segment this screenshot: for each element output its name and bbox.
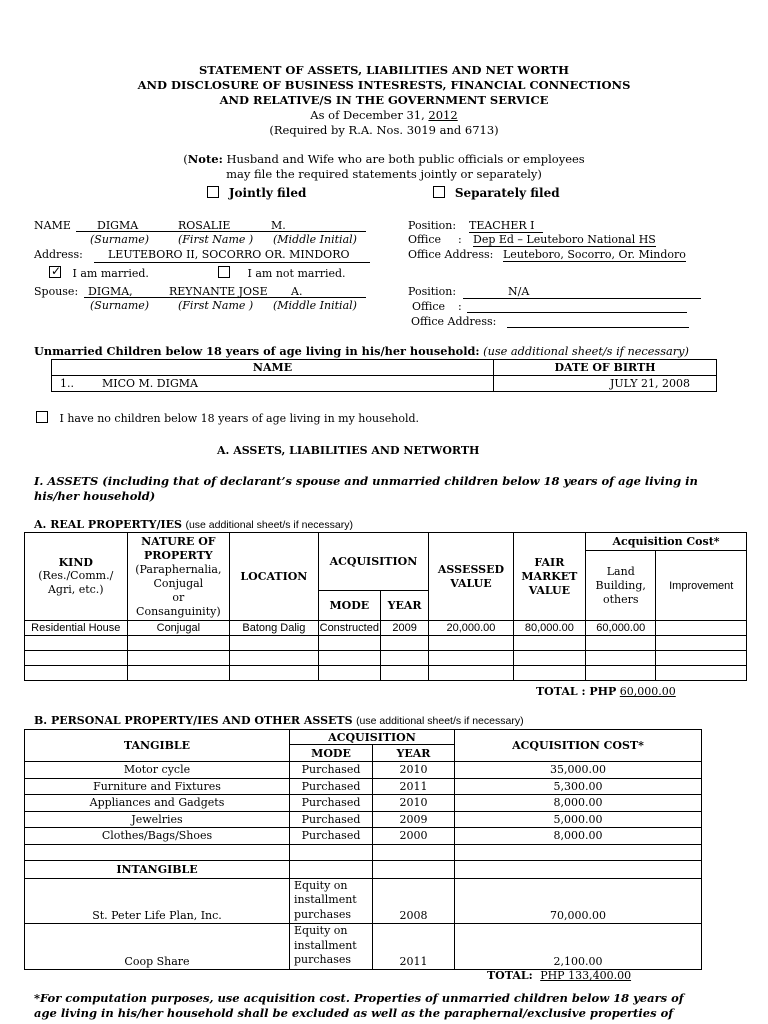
children-table <box>51 359 717 392</box>
declarant-first-name[interactable]: ROSALIE <box>178 219 231 232</box>
rp-land: 60,000.00 <box>586 621 656 636</box>
col-nature-sub2: or <box>172 590 185 604</box>
pp-item: Clothes/Bags/Shoes <box>25 828 290 845</box>
child-name-cell <box>52 376 494 392</box>
form-title-line3: AND RELATIVE/S IN THE GOVERNMENT SERVICE <box>219 93 549 107</box>
personal-property-title: B. PERSONAL PROPERTY/IES AND OTHER ASSETS <box>34 714 353 727</box>
pp-col-cost: ACQUISITION COST* <box>455 730 702 762</box>
table-row <box>25 621 747 636</box>
spouse-office-address-field[interactable] <box>507 315 689 328</box>
pp-col-acquisition: ACQUISITION <box>290 730 455 745</box>
col-assessed: ASSESSED VALUE <box>429 533 513 621</box>
children-note: (use additional sheet/s if necessary) <box>483 345 689 358</box>
section-a-title: A. ASSETS, LIABILITIES AND NETWORTH <box>217 444 480 457</box>
pp-item: Furniture and Fixtures <box>25 778 290 795</box>
first-name-caption: (First Name ) <box>178 233 254 246</box>
col-kind-label: KIND <box>58 556 93 569</box>
spouse-first-name-caption: (First Name ) <box>178 299 254 312</box>
pp-cost: 35,000.00 <box>455 762 702 779</box>
real-property-total <box>536 685 676 698</box>
form-title-line1: STATEMENT OF ASSETS, LIABILITIES AND NET WORTH <box>198 63 570 77</box>
rp-total-label: TOTAL : PHP <box>536 685 617 698</box>
jointly-filed-checkbox[interactable] <box>207 186 219 198</box>
pp-cost: 70,000.00 <box>455 878 702 923</box>
form-title-line2: AND DISCLOSURE OF BUSINESS INTESRESTS, FINANCIAL CONNECTIONS <box>137 78 631 92</box>
col-acquisition: ACQUISITION <box>318 533 429 591</box>
pp-year: 2011 <box>373 778 455 795</box>
required-by: (Required by R.A. Nos. 3019 and 6713) <box>269 123 499 137</box>
as-of-date <box>0 108 768 123</box>
middle-caption: (Middle Initial) <box>273 233 357 246</box>
as-of-prefix: As of December 31, <box>310 108 425 122</box>
col-acq-cost: Acquisition Cost* <box>586 533 747 551</box>
office-label: Office <box>408 233 442 246</box>
pp-cost: 8,000.00 <box>455 828 702 845</box>
table-row <box>25 811 702 828</box>
rp-improvement <box>656 621 747 636</box>
no-children-label: I have no children below 18 years of age living in my household. <box>59 412 419 425</box>
table-row <box>25 923 702 969</box>
personal-property-note: (use additional sheet/s if necessary) <box>356 715 524 727</box>
spouse-middle-initial[interactable]: A. <box>291 285 303 298</box>
rp-nature: Conjugal <box>127 621 230 636</box>
pp-item: Coop Share <box>25 923 290 969</box>
pp-intangible-label: INTANGIBLE <box>25 860 290 878</box>
pp-col-mode: MODE <box>290 745 373 762</box>
rp-mode: Constructed <box>319 622 379 634</box>
spouse-office-address-label: Office Address: <box>411 315 497 328</box>
pp-mode: Purchased <box>290 811 373 828</box>
col-mode: MODE <box>318 591 380 621</box>
table-row <box>25 878 702 923</box>
spouse-office-label: Office <box>412 300 446 313</box>
rp-kind: Residential House <box>25 621 128 636</box>
children-heading <box>34 344 689 358</box>
separately-filed-option[interactable] <box>433 186 560 200</box>
married-option[interactable] <box>49 266 149 280</box>
personal-property-total <box>487 969 631 982</box>
rp-total-value: 60,000.00 <box>619 685 676 698</box>
table-row <box>25 651 747 666</box>
pp-item: Appliances and Gadgets <box>25 795 290 812</box>
child-number: 1.. <box>60 377 74 390</box>
no-children-option[interactable] <box>36 411 419 425</box>
col-kind <box>25 533 128 621</box>
position-value[interactable]: TEACHER I <box>469 219 543 233</box>
pp-year: 2009 <box>373 811 455 828</box>
pp-cost: 2,100.00 <box>455 923 702 969</box>
col-improvement: Improvement <box>656 551 747 621</box>
table-row <box>25 778 702 795</box>
col-nature-label: NATURE OF PROPERTY <box>141 534 216 562</box>
table-row <box>25 636 747 651</box>
children-col-dob: DATE OF BIRTH <box>494 360 717 376</box>
col-land: Land Building, others <box>586 551 656 621</box>
note-line1: (Note: Husband and Wife who are both public officials or employees <box>183 152 585 166</box>
married-checkmark: ✓ <box>51 264 62 278</box>
real-property-table <box>24 532 747 681</box>
pp-cost: 5,000.00 <box>455 811 702 828</box>
rp-location: Batong Dalig <box>230 621 318 636</box>
pp-mode: Equity on installment purchases <box>290 878 373 923</box>
note-label: Note: <box>187 152 223 166</box>
not-married-option[interactable] <box>218 266 346 280</box>
office-address-value[interactable]: Leuteboro, Socorro, Or. Mindoro <box>503 248 686 261</box>
pp-col-year: YEAR <box>373 745 455 762</box>
assets-heading-line2: his/her household) <box>34 489 156 503</box>
table-row <box>52 376 717 392</box>
address-value[interactable]: LEUTEBORO II, SOCORRO OR. MINDORO <box>94 248 370 263</box>
personal-property-table <box>24 729 702 970</box>
name-label: NAME <box>34 219 71 232</box>
spouse-first-name[interactable]: REYNANTE JOSE <box>169 285 268 298</box>
pp-year: 2010 <box>373 762 455 779</box>
pp-col-tangible: TANGIBLE <box>25 730 290 762</box>
table-row <box>25 844 702 860</box>
real-property-heading <box>34 518 353 531</box>
col-year: YEAR <box>380 591 428 621</box>
pp-mode: Purchased <box>290 778 373 795</box>
children-title: Unmarried Children below 18 years of age living in his/her household: <box>34 344 480 358</box>
spouse-surname-caption: (Surname) <box>90 299 150 312</box>
col-nature-sub3: Consanguinity) <box>136 604 221 618</box>
col-fair-market: FAIR MARKET VALUE <box>513 533 585 621</box>
separately-filed-label: Separately filed <box>454 186 560 200</box>
rp-fair-market: 80,000.00 <box>513 621 585 636</box>
spouse-position-value[interactable]: N/A <box>463 285 701 299</box>
pp-total-value: PHP 133,400.00 <box>540 969 632 982</box>
note-line2: may file the required statements jointly or separately) <box>226 167 542 181</box>
real-property-title: A. REAL PROPERTY/IES <box>34 518 182 531</box>
pp-item: Jewelries <box>25 811 290 828</box>
position-label: Position: <box>408 219 457 232</box>
table-row <box>25 828 702 845</box>
pp-mode: Equity on installment purchases <box>290 923 373 969</box>
table-row <box>25 860 702 878</box>
child-dob: JULY 21, 2008 <box>494 376 717 392</box>
spouse-label: Spouse: <box>34 285 79 298</box>
spouse-middle-caption: (Middle Initial) <box>273 299 357 312</box>
separately-filed-checkbox[interactable] <box>433 186 445 198</box>
pp-cost: 8,000.00 <box>455 795 702 812</box>
pp-item: St. Peter Life Plan, Inc. <box>25 878 290 923</box>
no-children-checkbox[interactable] <box>36 411 48 423</box>
pp-year: 2010 <box>373 795 455 812</box>
table-row <box>25 666 747 681</box>
spouse-position-label: Position: <box>408 285 457 298</box>
col-nature <box>127 533 230 621</box>
child-name: MICO M. DIGMA <box>102 377 198 390</box>
married-label: I am married. <box>72 267 149 280</box>
note-text: Husband and Wife who are both public officials or employees <box>226 152 585 166</box>
not-married-label: I am not married. <box>247 267 346 280</box>
office-value[interactable]: Dep Ed – Leuteboro National HS <box>473 233 656 246</box>
address-label: Address: <box>34 248 83 261</box>
spouse-surname[interactable]: DIGMA, <box>88 285 133 298</box>
table-row <box>25 762 702 779</box>
pp-mode: Purchased <box>290 795 373 812</box>
personal-property-heading <box>34 714 524 727</box>
col-kind-sub: (Res./Comm./ Agri, etc.) <box>38 569 114 596</box>
col-nature-sub1: (Paraphernalia, Conjugal <box>135 562 222 590</box>
pp-item: Motor cycle <box>25 762 290 779</box>
declarant-middle-initial[interactable]: M. <box>271 219 286 232</box>
surname-caption: (Surname) <box>90 233 150 246</box>
col-location: LOCATION <box>230 533 318 621</box>
pp-total-label: TOTAL: <box>487 969 533 982</box>
pp-mode: Purchased <box>290 828 373 845</box>
spouse-office-field[interactable] <box>467 300 687 313</box>
table-row <box>25 795 702 812</box>
rp-year: 2009 <box>380 621 428 636</box>
not-married-checkbox[interactable] <box>218 266 230 278</box>
declarant-surname[interactable]: DIGMA <box>97 219 139 232</box>
pp-cost: 5,300.00 <box>455 778 702 795</box>
office-address-label: Office Address: <box>408 248 494 261</box>
rp-assessed: 20,000.00 <box>429 621 513 636</box>
married-checkbox[interactable] <box>49 266 61 278</box>
pp-year: 2000 <box>373 828 455 845</box>
jointly-filed-label: Jointly filed <box>228 186 307 200</box>
pp-year: 2011 <box>373 923 455 969</box>
as-of-year: 2012 <box>428 108 458 122</box>
real-property-note: (use additional sheet/s if necessary) <box>185 519 353 531</box>
assets-heading-line1: I. ASSETS (including that of declarant’s spouse and unmarried children below 18 years of age living in <box>34 474 698 488</box>
footnote-line2: age living in his/her household shall be excluded as well as the paraphernal/exclusive properties of <box>34 1006 674 1020</box>
footnote-line1: *For computation purposes, use acquisition cost. Properties of unmarried children below 18 years of <box>34 991 684 1005</box>
jointly-filed-option[interactable] <box>207 186 306 200</box>
pp-year: 2008 <box>373 878 455 923</box>
children-col-name: NAME <box>52 360 494 376</box>
pp-mode: Purchased <box>290 762 373 779</box>
